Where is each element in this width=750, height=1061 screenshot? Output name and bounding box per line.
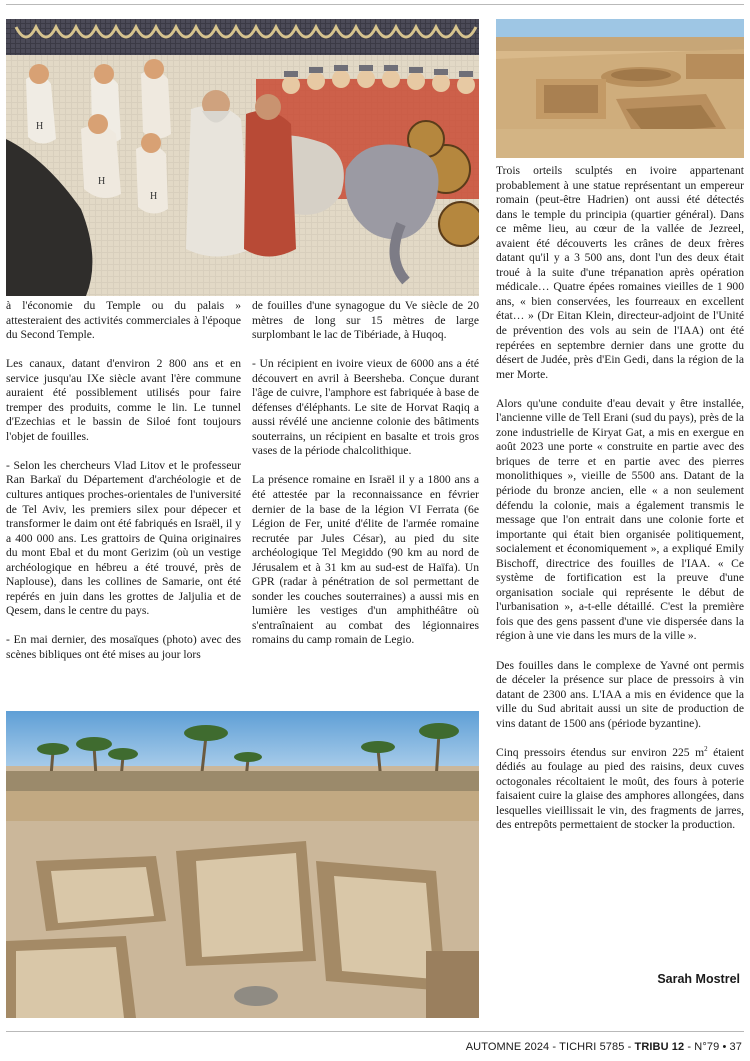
paragraph: de fouilles d'une synagogue du Ve siècle de 20 mètres de long sur 15 mètres de large surplombant le lac de Tibériade, à Huqoq.	[252, 299, 479, 342]
bottom-rule	[6, 1031, 744, 1032]
excavation-photo	[496, 19, 744, 158]
paragraph: Alors qu'une conduite d'eau devait y être installée, l'ancienne ville de Tell Erani (sud du pays), près de la zone industrielle de Kiryat Gat, a mis en exergue en août 2023 une porte « construite en partie avec des briques de terre et en partie avec des pierres monolithiques », vieille de 5500 ans. Datant de la période du bronze ancien, elle « a non seulement défendu la colonie, mais a également transmis le message que l'on entrait dans une colonie forte et importante qui était bien organisée politiquement, socialement et économiquement », a expliqué Emily Bischoff, directrice des fouilles de l'IAA. « Ce système de fortification est la preuve d'une organisation sociale qui représente le début de l'urbanisation », a-t-elle détaillé. C'est la première fois que des gens passent d'une vie dispersée dans la région à une vie dans les murs de la ville ».	[496, 396, 744, 643]
paragraph: - Selon les chercheurs Vlad Litov et le professeur Ran Barkaï du Département d'archéologie et de cultures antiques proches-orientales de l'université de Tel Aviv, les premiers silex pour dépecer et transformer le daim ont été fabriqués en Israël, il y a 400 000 ans. Les grattoirs de Quina originaires du mont Ebal et du mont Gerizim (où un vestige archéologique en hébreu a été trouvé, près de Naplouse), dans les collines de Samarie, ont été repérés en juin dans les grottes de Jaljulia et de Qesem, dans le centre du pays.	[6, 458, 242, 618]
paragraph: - En mai dernier, des mosaïques (photo) avec des scènes bibliques ont été mises au jour lors	[6, 633, 241, 661]
svg-text:H: H	[36, 121, 44, 132]
author-signature: Sarah Mostrel	[657, 972, 740, 986]
tel-megiddo-photo	[6, 711, 479, 1018]
footer-page-number: - N°79 • 37	[684, 1041, 742, 1053]
top-rule	[6, 4, 744, 5]
article-column-3	[496, 164, 744, 833]
footer-magazine: TRIBU 12	[634, 1041, 685, 1053]
article-column-2	[252, 299, 479, 648]
page-footer	[466, 1041, 742, 1053]
svg-text:H: H	[150, 191, 158, 202]
svg-text:H: H	[98, 176, 106, 187]
paragraph: Les canaux, datant d'environ 2 800 ans et en service jusqu'au IXe siècle avant l'ère commune auraient été possiblement utilisés pour faire tremper des produits, comme le lin. Le tunnel d'Ezechias et le bassin de Siloé font toujours l'objet de fouilles.	[6, 357, 241, 443]
paragraph: à l'économie du Temple ou du palais » attesteraient des activités commerciales à l'époque du Second Temple.	[6, 299, 241, 342]
mosaic-photo	[6, 19, 479, 296]
footer-issue: AUTOMNE 2024 - TICHRI 5785 -	[465, 1041, 635, 1053]
paragraph: - Un récipient en ivoire vieux de 6000 ans a été découvert en avril à Beersheba. Conçue durant l'âge de cuivre, l'amphore est fabriquée à base de défenses d'éléphants. Le site de Horvat Raqiq a aussi révélé une ancienne colonie des bâtiments souterrains, un récipient en basalte et trois gros vases de la période chalcolithique.	[252, 357, 479, 458]
paragraph: Trois orteils sculptés en ivoire appartenant probablement à une statue représentant un empereur romain (peut-être Hadrien) ont aussi été détectés dans le temple du principia (quartier général). Dans ce même lieu, au cœur de la vallée de Jezreel, avaient été découverts les crânes de deux frères datant qu'il y a 3 500 ans, dont l'un des deux était troué à la suite d'une trépanation après opération médicale… Quatre épées romaines vieilles de 1 900 ans, « bien conservées, les fourreaux en excellent état… » (Dr Eitan Klein, directeur-adjoint de l'Unité de prévention des vols au sein de l'IAA) ont été repérées en septembre dernier dans une grotte du désert de Judée, près d'Ein Gedi, dans la région de la mer Morte.	[496, 164, 744, 381]
paragraph: La présence romaine en Israël il y a 1800 ans a été attestée par la reconnaissance en février dernier de la base de la légion VI Ferrata (6e Légion de Fer, unité d'élite de l'armée romaine recrutée par Jules César), au pied du site archéologique Tel Megiddo (90 km au nord de Jérusalem et à 31 km au sud-est de Haïfa). Un GPR (radar à pénétration de sol permettant de sonder les couches souterraines) a aussi mis en lumière les vestiges d'un amphithéâtre où s'entraînaient au combat des légionnaires romains du camp romain de Legio.	[252, 473, 479, 647]
article-column-1	[6, 299, 241, 663]
paragraph: Des fouilles dans le complexe de Yavné ont permis de déceler la présence sur place de pressoirs à vin datant de 2300 ans. L'IAA a mis en évidence que la ville du Sud abritait aussi un site de production de vins datant de 1500 ans (période byzantine).	[496, 658, 744, 730]
paragraph: Cinq pressoirs étendus sur environ 225 $m^2$ étaient dédiés au foulage au pied des raisins, deux cuves octogonales récoltaient le moût, des fours à poterie faisaient cuire la glaise des amphores allongées, dans lesquelles vieillissait le vin, des fragments de jarres, des entrepôts permettaient de stocker la production.	[496, 744, 744, 832]
